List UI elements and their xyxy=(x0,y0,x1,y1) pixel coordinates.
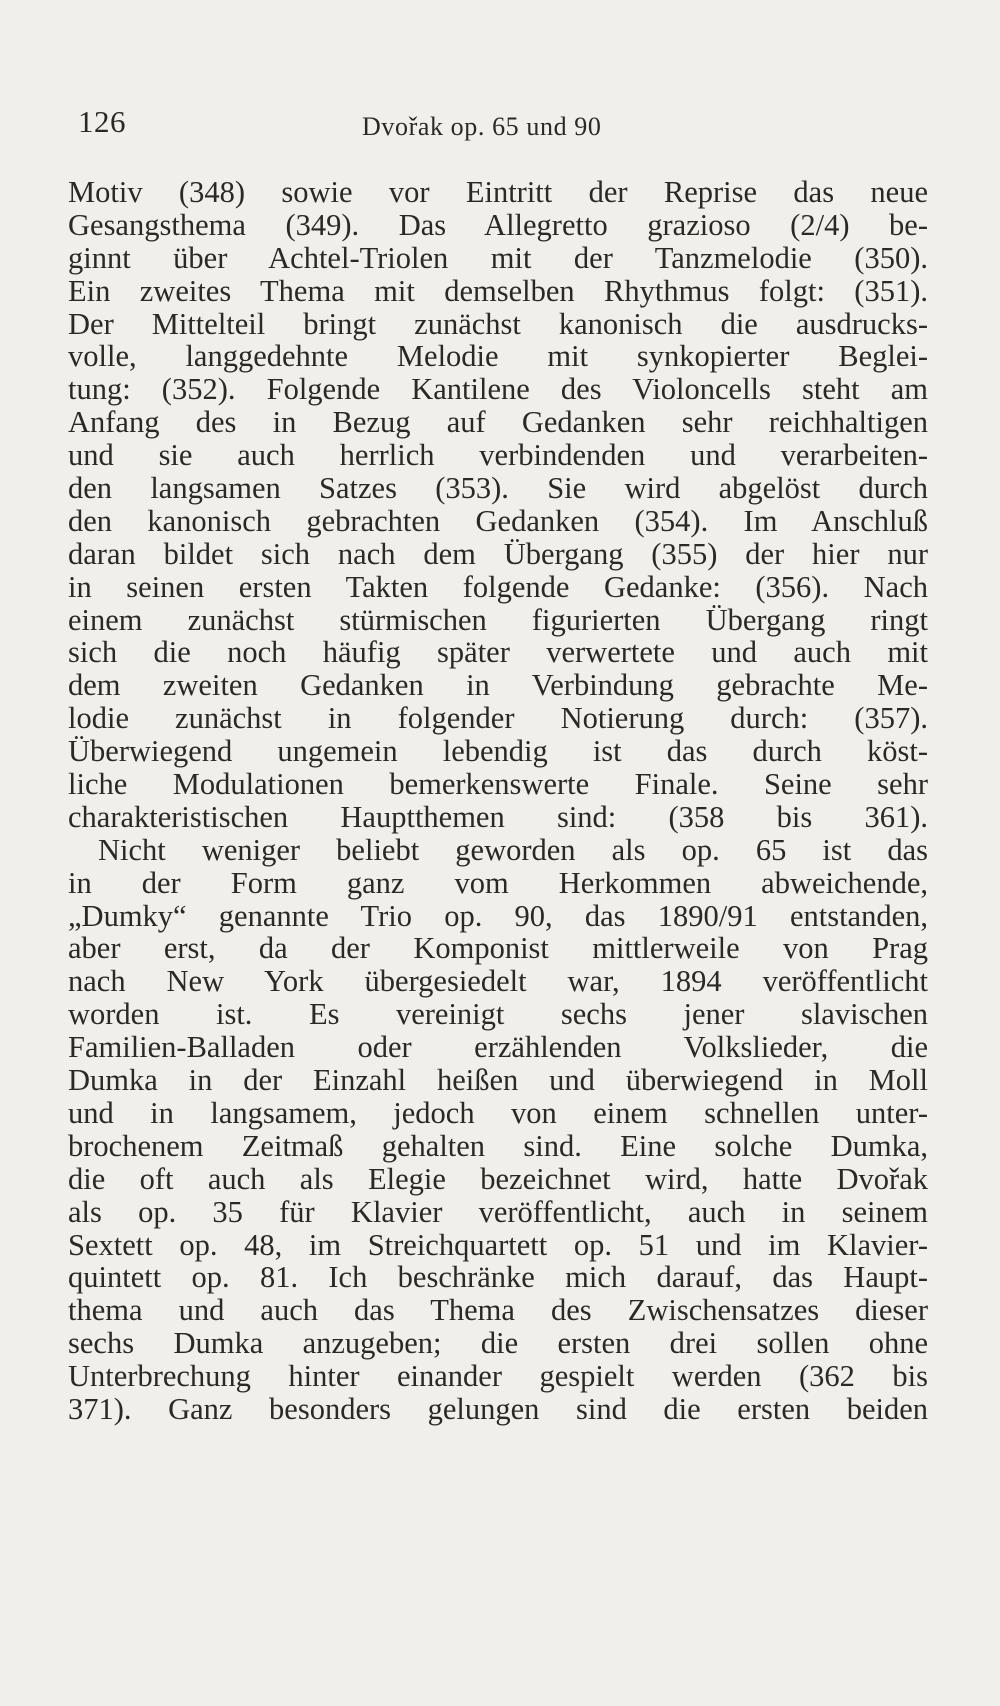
text-line: als op. 35 für Klavier veröffentlicht, auch in seinem xyxy=(68,1194,928,1229)
running-head: Dvořak op. 65 und 90 xyxy=(362,112,602,141)
text-line: thema und auch das Thema des Zwischensatzes dieser xyxy=(68,1293,928,1328)
text-line: Nicht weniger beliebt geworden als op. 65 ist das xyxy=(98,832,928,867)
text-line: Ein zweites Thema mit demselben Rhythmus folgt: (351). xyxy=(68,273,928,308)
text-line: nach New York übergesiedelt war, 1894 veröffentlicht xyxy=(68,964,928,999)
text-line: Familien-Balladen oder erzählenden Volkslieder, die xyxy=(68,1030,928,1065)
text-line: Gesangsthema (349). Das Allegretto grazioso (2/4) be- xyxy=(68,207,928,242)
text-line: Der Mittelteil bringt zunächst kanonisch die ausdrucks- xyxy=(68,306,928,341)
text-line: und sie auch herrlich verbindenden und verarbeiten- xyxy=(68,438,928,473)
text-line: sich die noch häufig später verwertete und auch mit xyxy=(68,635,928,670)
text-line: und in langsamem, jedoch von einem schnellen unter- xyxy=(68,1095,928,1130)
text-line: liche Modulationen bemerkenswerte Finale. Seine sehr xyxy=(68,767,928,802)
text-line: volle, langgedehnte Melodie mit synkopierter Beglei- xyxy=(68,339,928,374)
text-line: die oft auch als Elegie bezeichnet wird, hatte Dvořak xyxy=(68,1161,928,1196)
text-line: tung: (352). Folgende Kantilene des Violoncells steht am xyxy=(68,372,928,407)
text-line: Dumka in der Einzahl heißen und überwiegend in Moll xyxy=(68,1063,928,1098)
text-line: Anfang des in Bezug auf Gedanken sehr reichhaltigen xyxy=(68,405,928,440)
text-line: 371). Ganz besonders gelungen sind die ersten beiden xyxy=(68,1391,928,1426)
text-line: lodie zunächst in folgender Notierung durch: (357). xyxy=(68,701,928,736)
text-line: sechs Dumka anzugeben; die ersten drei sollen ohne xyxy=(68,1326,928,1361)
page-number: 126 xyxy=(78,104,126,139)
text-line: den langsamen Satzes (353). Sie wird abgelöst durch xyxy=(68,471,928,506)
text-line: charakteristischen Hauptthemen sind: (358 bis 361). xyxy=(68,799,928,834)
text-line: daran bildet sich nach dem Übergang (355) der hier nur xyxy=(68,536,928,571)
text-line: in seinen ersten Takten folgende Gedanke: (356). Nach xyxy=(68,569,928,604)
text-line: Sextett op. 48, im Streichquartett op. 51 und im Klavier- xyxy=(68,1227,928,1262)
text-line: aber erst, da der Komponist mittlerweile von Prag xyxy=(68,931,928,966)
text-line: in der Form ganz vom Herkommen abweichende, xyxy=(68,865,928,900)
text-line: ginnt über Achtel-Triolen mit der Tanzmelodie (350). xyxy=(68,240,928,275)
body-text xyxy=(68,176,928,1426)
text-line: brochenem Zeitmaß gehalten sind. Eine solche Dumka, xyxy=(68,1128,928,1163)
text-line: einem zunächst stürmischen figurierten Übergang ringt xyxy=(68,602,928,637)
text-line: Motiv (348) sowie vor Eintritt der Reprise das neue xyxy=(68,175,928,209)
text-line: „Dumky“ genannte Trio op. 90, das 1890/91 entstanden, xyxy=(68,898,928,933)
text-line: dem zweiten Gedanken in Verbindung gebrachte Me- xyxy=(68,668,928,703)
text-line: worden ist. Es vereinigt sechs jener slavischen xyxy=(68,997,928,1032)
text-line: quintett op. 81. Ich beschränke mich darauf, das Haupt- xyxy=(68,1260,928,1295)
text-line: den kanonisch gebrachten Gedanken (354). Im Anschluß xyxy=(68,503,928,538)
text-line: Überwiegend ungemein lebendig ist das durch köst- xyxy=(68,734,928,769)
text-line: Unterbrechung hinter einander gespielt werden (362 bis xyxy=(68,1359,928,1394)
